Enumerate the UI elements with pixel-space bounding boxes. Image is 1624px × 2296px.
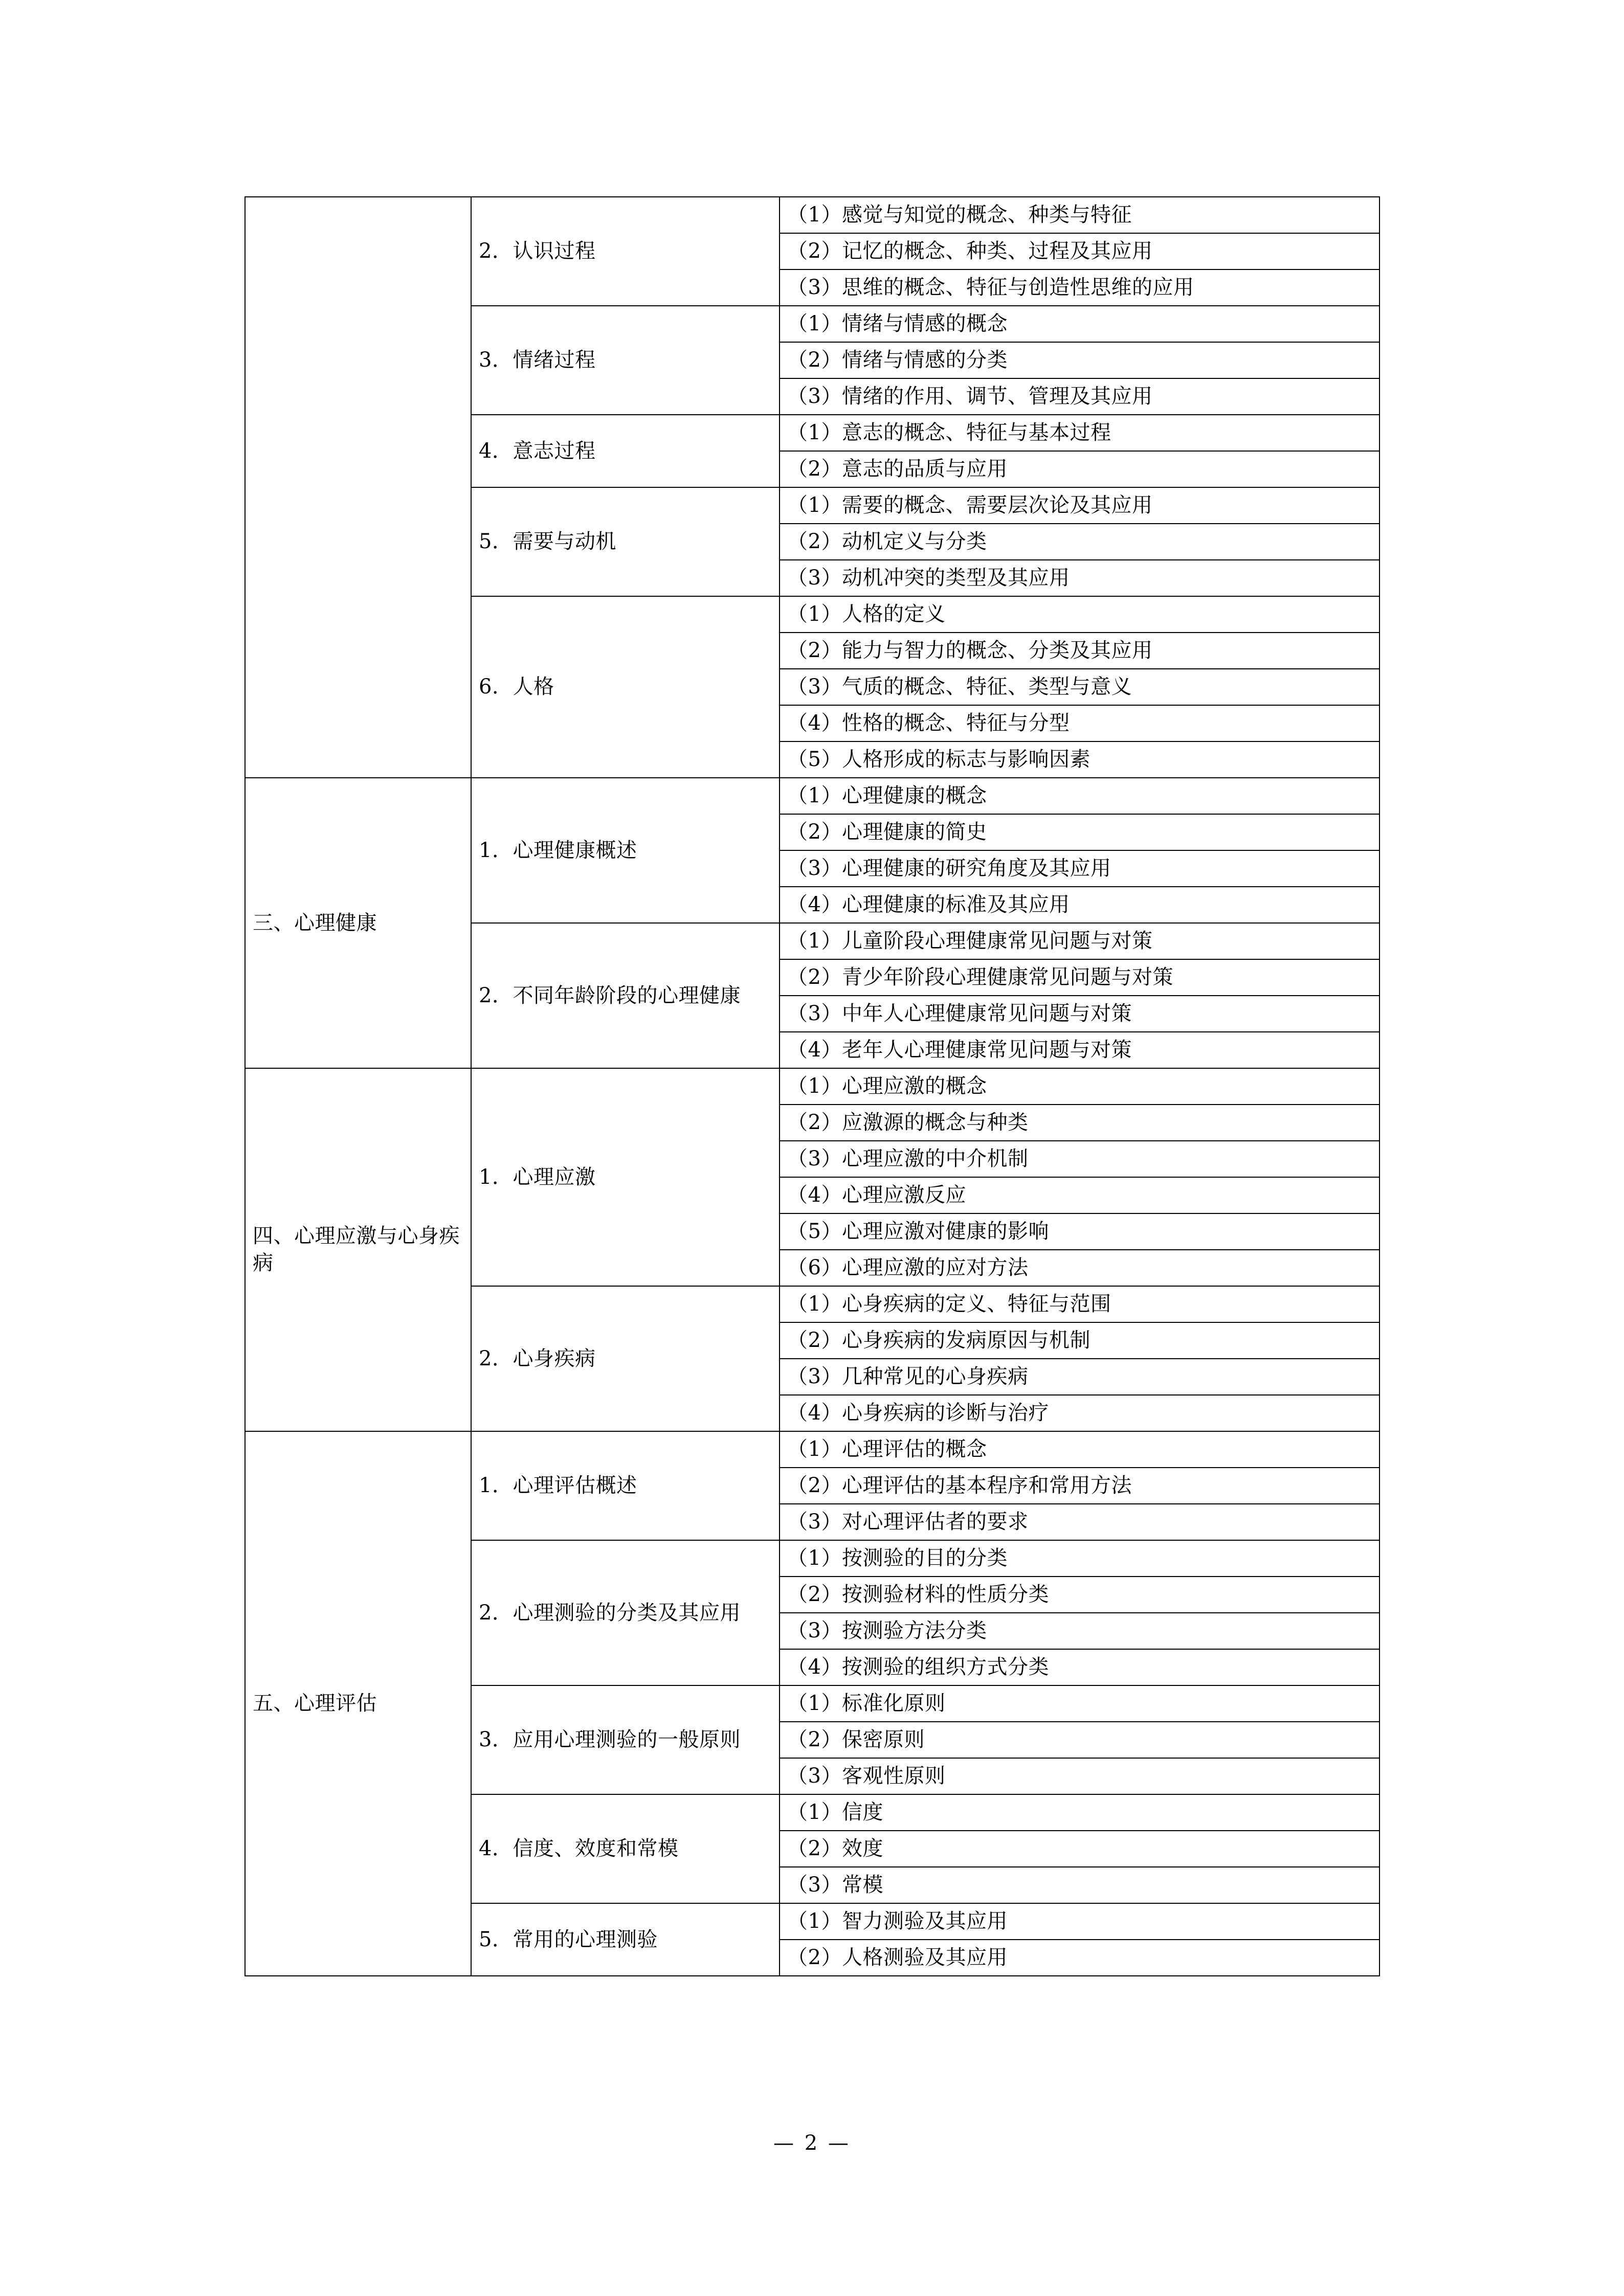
knowledge-point-cell: （1）意志的概念、特征与基本过程 <box>780 415 1380 451</box>
topic-label-cell: 2．不同年龄阶段的心理健康 <box>471 923 780 1068</box>
knowledge-point-cell: （4）心理健康的标准及其应用 <box>780 887 1380 923</box>
topic-label-cell: 6．人格 <box>471 596 780 778</box>
topic-label-cell: 3．应用心理测验的一般原则 <box>471 1685 780 1794</box>
knowledge-point-cell: （3）客观性原则 <box>780 1758 1380 1794</box>
knowledge-point-cell: （2）人格测验及其应用 <box>780 1940 1380 1976</box>
knowledge-point-cell: （4）按测验的组织方式分类 <box>780 1649 1380 1685</box>
knowledge-point-cell: （2）按测验材料的性质分类 <box>780 1577 1380 1613</box>
knowledge-point-cell: （2）心理评估的基本程序和常用方法 <box>780 1468 1380 1504</box>
knowledge-point-cell: （2）心理健康的简史 <box>780 814 1380 850</box>
knowledge-point-cell: （1）儿童阶段心理健康常见问题与对策 <box>780 923 1380 959</box>
syllabus-outline-table <box>244 196 1380 1976</box>
table-row <box>245 1431 1380 1468</box>
topic-label-cell: 1．心理健康概述 <box>471 778 780 923</box>
knowledge-point-cell: （2）动机定义与分类 <box>780 524 1380 560</box>
topic-label-cell: 2．心理测验的分类及其应用 <box>471 1540 780 1685</box>
topic-label-cell: 4．意志过程 <box>471 415 780 487</box>
topic-label-cell: 1．心理评估概述 <box>471 1431 780 1540</box>
table-row <box>245 197 1380 233</box>
knowledge-point-cell: （1）心理评估的概念 <box>780 1431 1380 1468</box>
knowledge-point-cell: （2）应激源的概念与种类 <box>780 1105 1380 1141</box>
knowledge-point-cell: （4）老年人心理健康常见问题与对策 <box>780 1032 1380 1068</box>
knowledge-point-cell: （1）标准化原则 <box>780 1685 1380 1722</box>
knowledge-point-cell: （3）心理健康的研究角度及其应用 <box>780 850 1380 887</box>
knowledge-point-cell: （2）心身疾病的发病原因与机制 <box>780 1322 1380 1359</box>
section-label-cell: 五、心理评估 <box>245 1431 471 1976</box>
syllabus-table-body <box>245 197 1380 1976</box>
knowledge-point-cell: （1）心理健康的概念 <box>780 778 1380 814</box>
knowledge-point-cell: （4）心理应激反应 <box>780 1177 1380 1213</box>
knowledge-point-cell: （5）人格形成的标志与影响因素 <box>780 741 1380 778</box>
knowledge-point-cell: （2）保密原则 <box>780 1722 1380 1758</box>
knowledge-point-cell: （4）心身疾病的诊断与治疗 <box>780 1395 1380 1431</box>
knowledge-point-cell: （3）心理应激的中介机制 <box>780 1141 1380 1177</box>
topic-label-cell: 4．信度、效度和常模 <box>471 1794 780 1903</box>
knowledge-point-cell: （2）青少年阶段心理健康常见问题与对策 <box>780 959 1380 996</box>
knowledge-point-cell: （4）性格的概念、特征与分型 <box>780 705 1380 741</box>
knowledge-point-cell: （3）中年人心理健康常见问题与对策 <box>780 996 1380 1032</box>
knowledge-point-cell: （6）心理应激的应对方法 <box>780 1250 1380 1286</box>
section-label-cell <box>245 197 471 778</box>
knowledge-point-cell: （2）效度 <box>780 1831 1380 1867</box>
section-label-cell: 四、心理应激与心身疾病 <box>245 1068 471 1431</box>
section-label-cell: 三、心理健康 <box>245 778 471 1068</box>
knowledge-point-cell: （3）思维的概念、特征与创造性思维的应用 <box>780 269 1380 306</box>
knowledge-point-cell: （1）情绪与情感的概念 <box>780 306 1380 342</box>
knowledge-point-cell: （3）对心理评估者的要求 <box>780 1504 1380 1540</box>
table-row <box>245 778 1380 814</box>
knowledge-point-cell: （2）意志的品质与应用 <box>780 451 1380 487</box>
topic-label-cell: 5．常用的心理测验 <box>471 1903 780 1976</box>
knowledge-point-cell: （1）感觉与知觉的概念、种类与特征 <box>780 197 1380 233</box>
knowledge-point-cell: （2）能力与智力的概念、分类及其应用 <box>780 633 1380 669</box>
topic-label-cell: 2．认识过程 <box>471 197 780 306</box>
knowledge-point-cell: （1）按测验的目的分类 <box>780 1540 1380 1577</box>
topic-label-cell: 3．情绪过程 <box>471 306 780 415</box>
knowledge-point-cell: （3）气质的概念、特征、类型与意义 <box>780 669 1380 705</box>
knowledge-point-cell: （1）信度 <box>780 1794 1380 1831</box>
knowledge-point-cell: （1）需要的概念、需要层次论及其应用 <box>780 487 1380 524</box>
knowledge-point-cell: （1）心理应激的概念 <box>780 1068 1380 1105</box>
knowledge-point-cell: （3）按测验方法分类 <box>780 1613 1380 1649</box>
topic-label-cell: 5．需要与动机 <box>471 487 780 596</box>
knowledge-point-cell: （2）情绪与情感的分类 <box>780 342 1380 378</box>
knowledge-point-cell: （1）心身疾病的定义、特征与范围 <box>780 1286 1380 1322</box>
knowledge-point-cell: （3）几种常见的心身疾病 <box>780 1359 1380 1395</box>
topic-label-cell: 2．心身疾病 <box>471 1286 780 1431</box>
knowledge-point-cell: （3）常模 <box>780 1867 1380 1903</box>
knowledge-point-cell: （3）情绪的作用、调节、管理及其应用 <box>780 378 1380 415</box>
knowledge-point-cell: （2）记忆的概念、种类、过程及其应用 <box>780 233 1380 269</box>
knowledge-point-cell: （1）智力测验及其应用 <box>780 1903 1380 1940</box>
knowledge-point-cell: （5）心理应激对健康的影响 <box>780 1213 1380 1250</box>
knowledge-point-cell: （1）人格的定义 <box>780 596 1380 633</box>
topic-label-cell: 1．心理应激 <box>471 1068 780 1286</box>
knowledge-point-cell: （3）动机冲突的类型及其应用 <box>780 560 1380 596</box>
page-footer: — 2 — <box>773 2131 851 2155</box>
table-row <box>245 1068 1380 1105</box>
